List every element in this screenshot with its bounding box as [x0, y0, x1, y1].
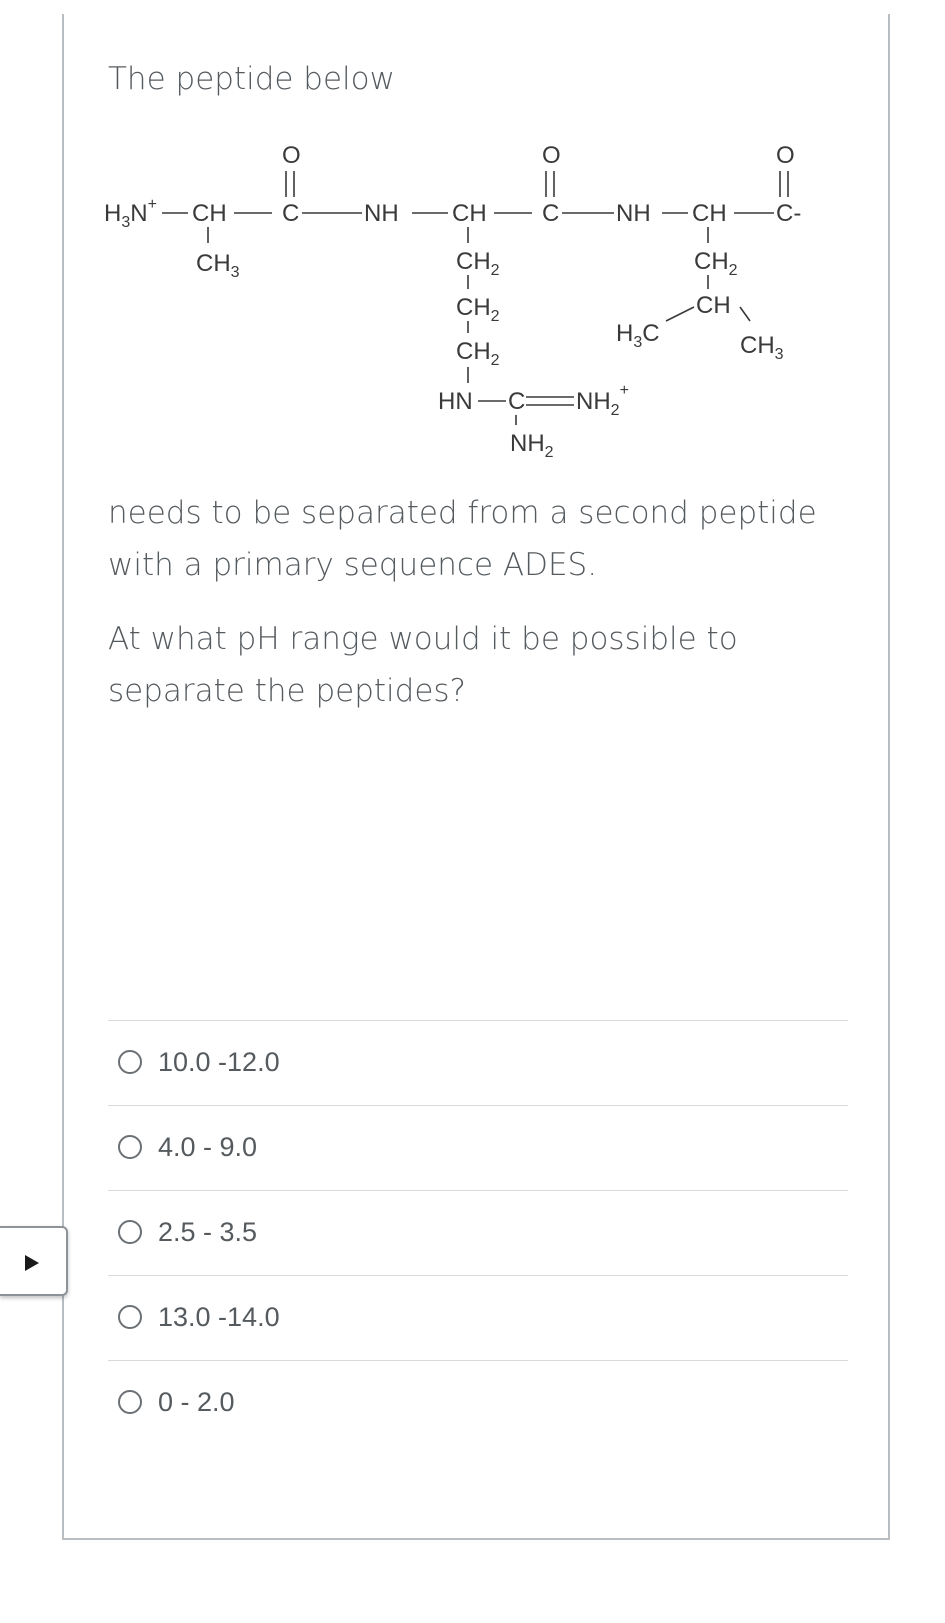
- answer-label: 13.0 -14.0: [158, 1301, 280, 1332]
- side-panel-toggle-button[interactable]: [0, 1226, 68, 1296]
- n-terminus: $H_3N^+$: [104, 196, 157, 231]
- residue1-alpha: CH: [192, 200, 227, 227]
- residue2-ch2-c: $CH_2$: [456, 338, 500, 369]
- radio-button[interactable]: [118, 1050, 142, 1074]
- carbonyl2-c: C: [542, 200, 560, 227]
- radio-button[interactable]: [118, 1390, 142, 1414]
- carbonyl2-o: O: [542, 142, 561, 169]
- question-middle-line2: with a primary sequence ADES.: [108, 547, 598, 583]
- answer-label: 10.0 -12.0: [158, 1046, 280, 1077]
- question-prompt-line2: separate the peptides?: [108, 673, 466, 709]
- radio-button[interactable]: [118, 1305, 142, 1329]
- answer-label: 4.0 - 9.0: [158, 1131, 258, 1162]
- answer-divider: [108, 1275, 848, 1276]
- answer-option[interactable]: [118, 1123, 257, 1171]
- residue2-ch2-a: $CH_2$: [456, 248, 500, 279]
- residue2-alpha: CH: [452, 200, 487, 227]
- answer-divider: [108, 1105, 848, 1106]
- residue3-alpha: CH: [692, 200, 727, 227]
- answer-option[interactable]: [118, 1038, 280, 1086]
- amide2-nh: NH: [616, 200, 651, 227]
- radio-button[interactable]: [118, 1220, 142, 1244]
- guanidino-c: C: [508, 388, 526, 415]
- peptide-structure: [100, 135, 860, 495]
- residue2-ch2-b: $CH_2$: [456, 294, 500, 325]
- residue3-methyl-right: $CH_3$: [740, 332, 784, 363]
- question-prompt-line1: At what pH range would it be possible to: [108, 621, 738, 657]
- guanidino-hn: HN: [438, 388, 473, 415]
- residue3-methyl-left: $H_3C$: [616, 320, 660, 351]
- answer-label: 0 - 2.0: [158, 1386, 235, 1417]
- question-middle-line1: needs to be separated from a second peptide: [108, 495, 817, 531]
- guanidino-nh2plus: $NH_2^+$: [576, 382, 629, 419]
- residue3-ch2: $CH_2$: [694, 248, 738, 279]
- answer-divider: [108, 1020, 848, 1021]
- answer-option[interactable]: [118, 1378, 235, 1426]
- amide1-nh: NH: [364, 200, 399, 227]
- carbonyl1-c: C: [282, 200, 300, 227]
- carbonyl1-o: O: [282, 142, 301, 169]
- residue3-ch: CH: [696, 292, 731, 319]
- question-intro: The peptide below: [108, 61, 395, 97]
- answer-label: 2.5 - 3.5: [158, 1216, 258, 1247]
- residue1-side: $CH_3$: [196, 250, 240, 281]
- answer-divider: [108, 1360, 848, 1361]
- guanidino-nh2: $NH_2$: [510, 430, 554, 461]
- answer-divider: [108, 1190, 848, 1191]
- c-terminus: C-: [776, 200, 802, 227]
- answer-option[interactable]: [118, 1208, 257, 1256]
- radio-button[interactable]: [118, 1135, 142, 1159]
- play-triangle-icon: [24, 1254, 40, 1272]
- carbonyl3-o: O: [776, 142, 795, 169]
- answer-option[interactable]: [118, 1293, 280, 1341]
